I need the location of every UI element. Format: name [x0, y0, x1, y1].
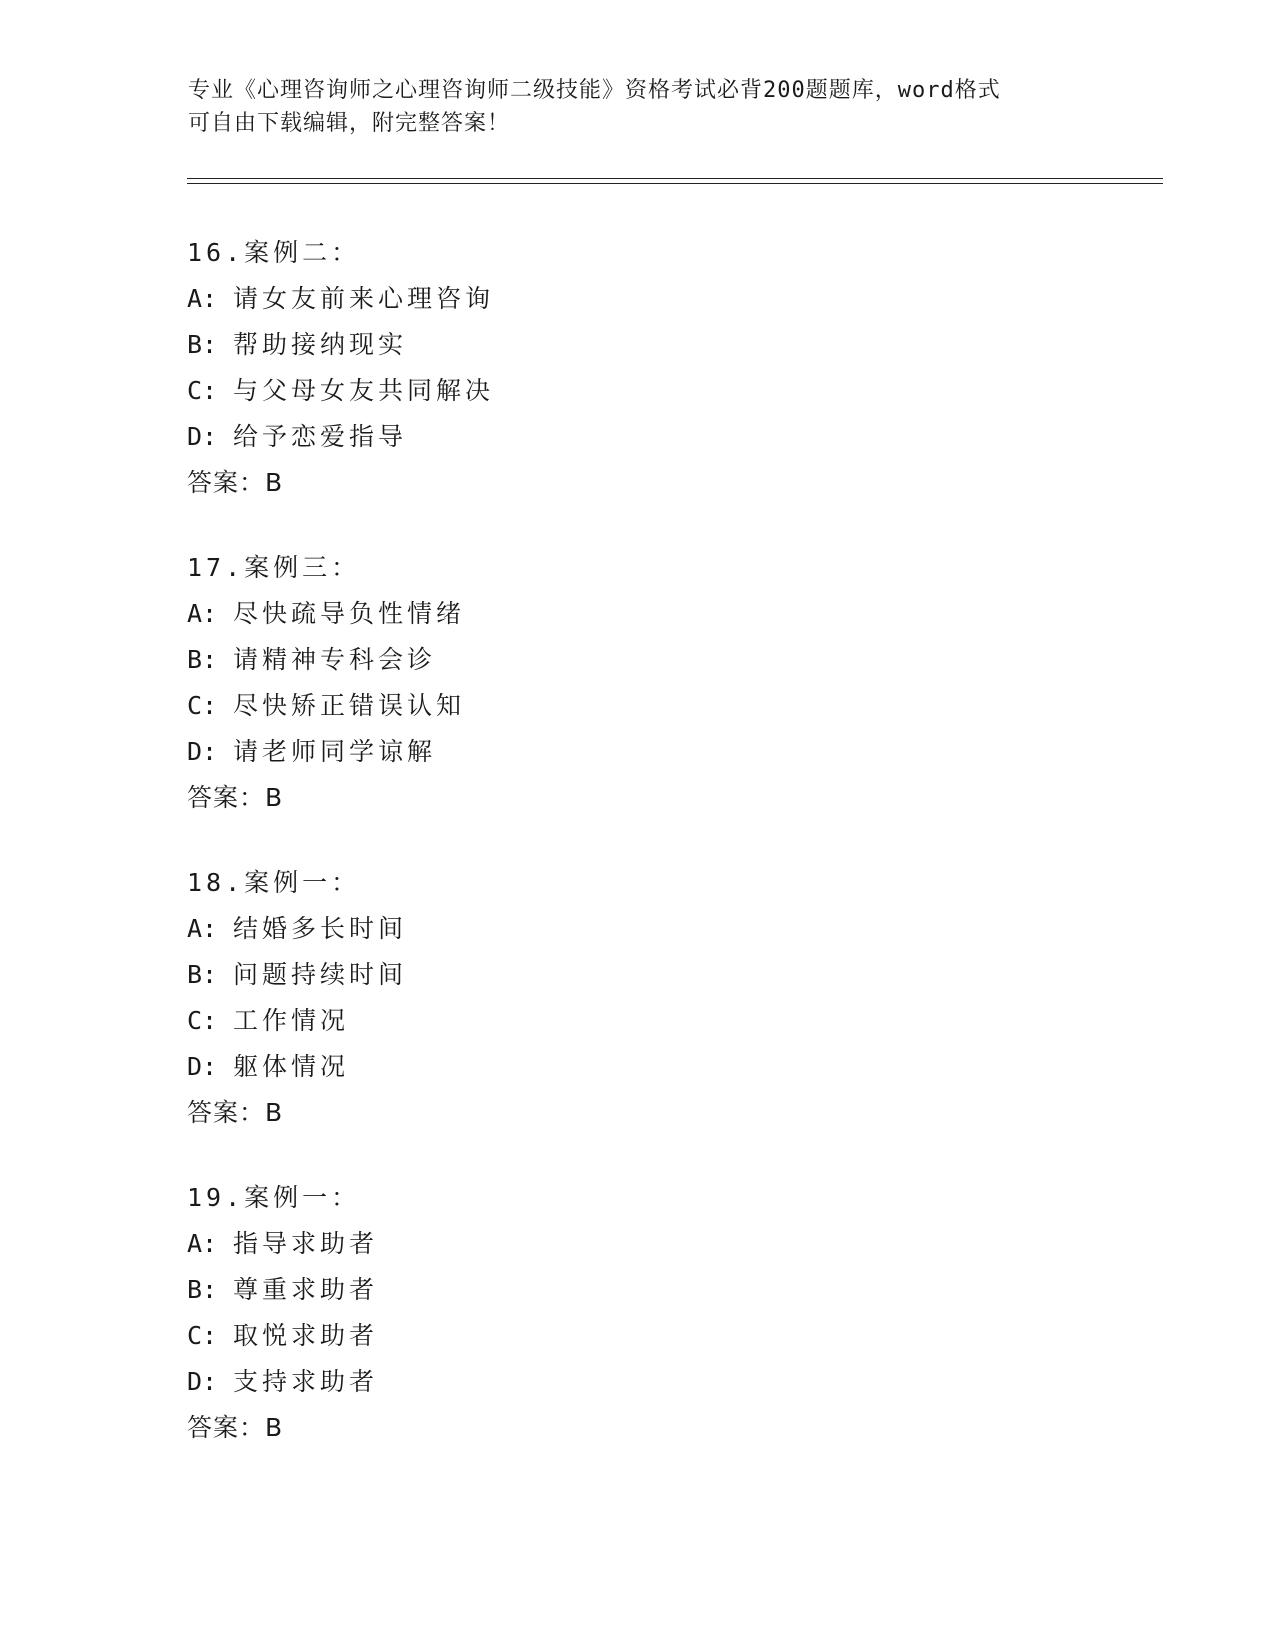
question-stem: 18.案例一： [187, 868, 361, 897]
option-c [187, 1313, 378, 1359]
option-text: 工作情况 [233, 1006, 350, 1035]
option-letter: C: [187, 691, 218, 720]
option-letter: B: [187, 960, 218, 989]
option-text: 尽快矫正错误认知 [233, 691, 466, 720]
option-letter: A: [187, 914, 218, 943]
option-text: 支持求助者 [233, 1367, 379, 1396]
option-c [187, 683, 465, 729]
option-b [187, 952, 407, 998]
option-text: 取悦求助者 [233, 1321, 379, 1350]
option-d [187, 1359, 378, 1405]
option-a [187, 276, 494, 322]
option-text: 尊重求助者 [233, 1275, 379, 1304]
option-letter: D: [187, 737, 218, 766]
option-letter: D: [187, 1367, 218, 1396]
option-letter: C: [187, 1321, 218, 1350]
option-letter: C: [187, 376, 218, 405]
option-a [187, 1221, 378, 1267]
option-letter: A: [187, 1229, 218, 1258]
option-text: 给予恋爱指导 [233, 422, 408, 451]
option-c [187, 998, 407, 1044]
question-19 [187, 1175, 378, 1451]
question-stem: 19.案例一： [187, 1183, 361, 1212]
option-text: 指导求助者 [233, 1229, 379, 1258]
question-17 [187, 545, 465, 821]
document-header [188, 74, 1088, 140]
option-c [187, 368, 494, 414]
option-letter: B: [187, 1275, 218, 1304]
option-letter: A: [187, 599, 218, 628]
header-line-1: 专业《心理咨询师之心理咨询师二级技能》资格考试必背200题题库，word格式 [188, 78, 1001, 103]
option-letter: D: [187, 422, 218, 451]
header-divider-top [187, 178, 1163, 179]
answer-line: 答案：B [187, 1098, 284, 1127]
header-divider-bottom [187, 183, 1163, 184]
option-text: 请老师同学谅解 [233, 737, 437, 766]
option-letter: B: [187, 645, 218, 674]
option-b [187, 1267, 378, 1313]
option-text: 问题持续时间 [233, 960, 408, 989]
option-d [187, 414, 494, 460]
answer-line: 答案：B [187, 1413, 284, 1442]
option-b [187, 637, 465, 683]
option-d [187, 729, 465, 775]
option-text: 请精神专科会诊 [233, 645, 437, 674]
option-a [187, 591, 465, 637]
answer-line: 答案：B [187, 783, 284, 812]
question-16 [187, 230, 494, 506]
answer-line: 答案：B [187, 468, 284, 497]
option-b [187, 322, 494, 368]
question-18 [187, 860, 407, 1136]
option-text: 尽快疏导负性情绪 [233, 599, 466, 628]
option-text: 请女友前来心理咨询 [233, 284, 495, 313]
option-text: 与父母女友共同解决 [233, 376, 495, 405]
option-letter: A: [187, 284, 218, 313]
question-stem: 17.案例三： [187, 553, 361, 582]
option-text: 结婚多长时间 [233, 914, 408, 943]
option-letter: B: [187, 330, 218, 359]
question-stem: 16.案例二： [187, 238, 361, 267]
option-text: 躯体情况 [233, 1052, 350, 1081]
option-d [187, 1044, 407, 1090]
option-a [187, 906, 407, 952]
header-line-2: 可自由下载编辑，附完整答案！ [188, 111, 511, 136]
option-letter: C: [187, 1006, 218, 1035]
option-text: 帮助接纳现实 [233, 330, 408, 359]
option-letter: D: [187, 1052, 218, 1081]
